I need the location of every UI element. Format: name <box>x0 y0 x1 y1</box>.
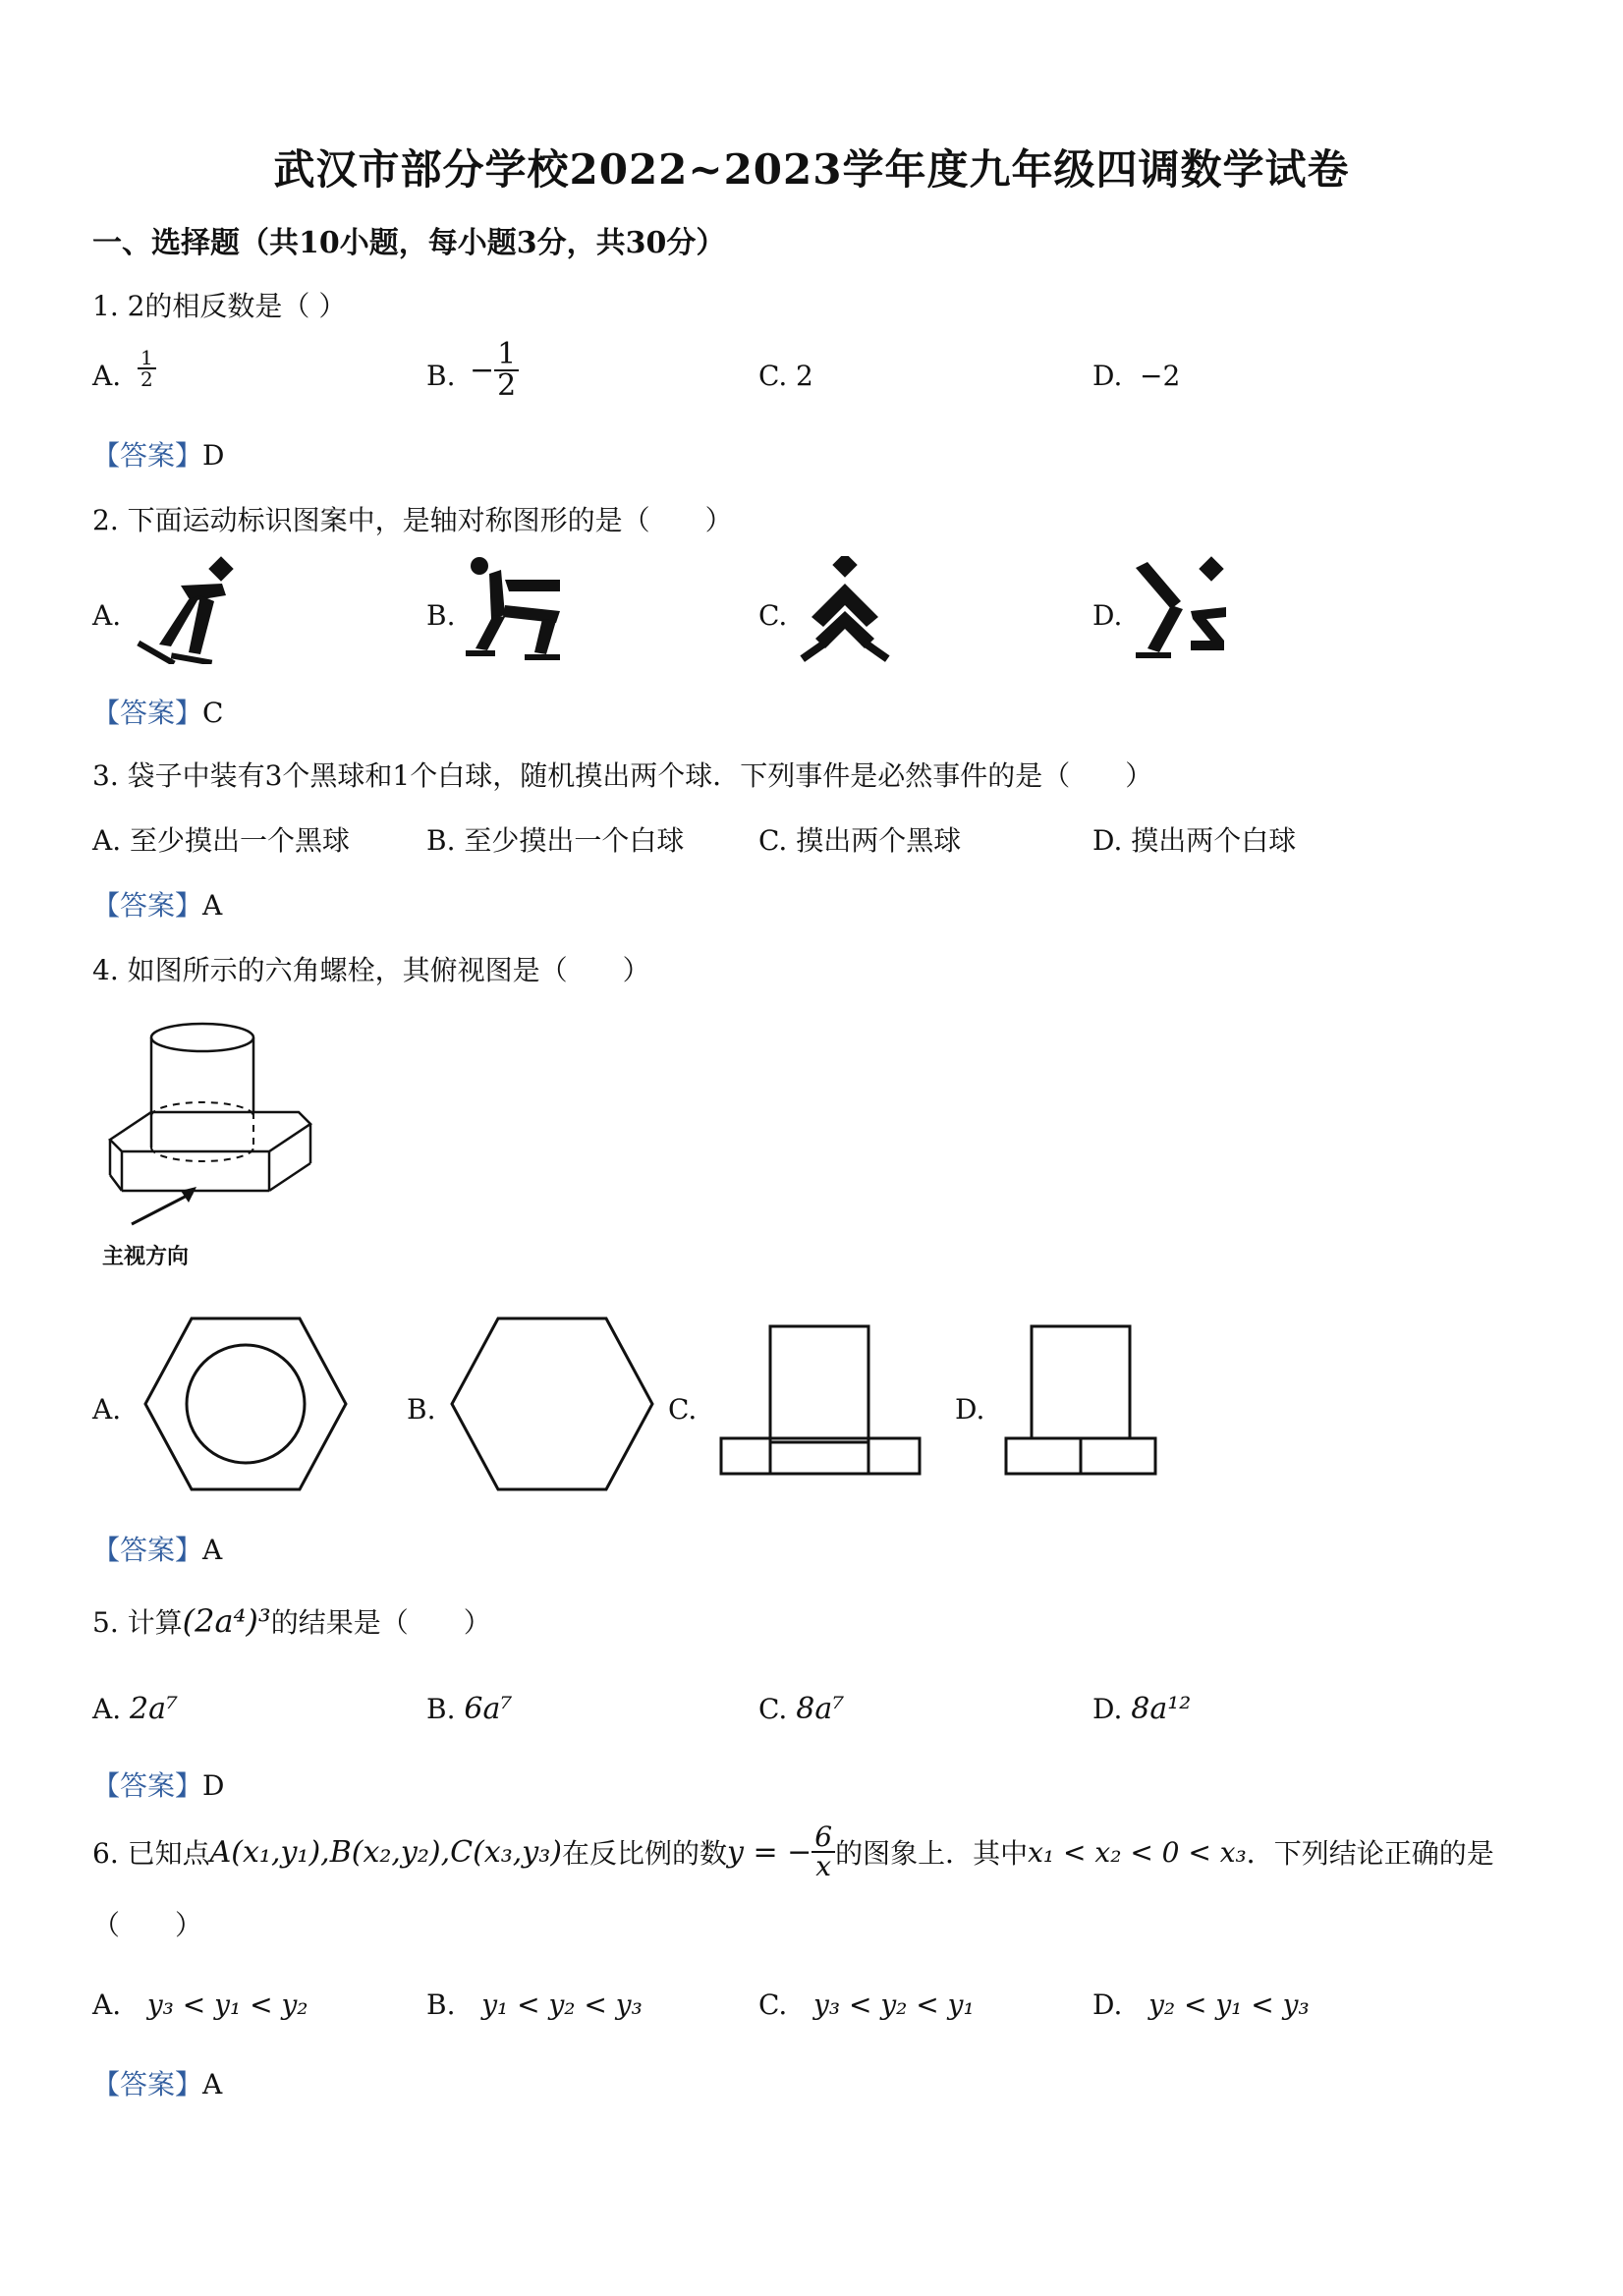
q2-skater-icon-d <box>1132 556 1240 664</box>
q6-option-b: B. y₁ < y₂ < y₃ <box>426 1988 643 2021</box>
q3-option-c: C. 摸出两个黑球 <box>758 824 962 857</box>
q4-option-a-hexagon-circle <box>138 1311 354 1497</box>
q5-answer: 【答案】D <box>92 1769 225 1802</box>
question-3-stem: 3. 袋子中装有3个黑球和1个白球，随机摸出两个球．下列事件是必然事件的是（ ） <box>92 759 1153 792</box>
q5-option-a: A. 2a⁷ <box>92 1692 179 1726</box>
q4-option-c-label: C. <box>668 1393 698 1426</box>
page-title: 武汉市部分学校2022~2023学年度九年级四调数学试卷 <box>273 145 1350 194</box>
q1-answer: 【答案】D <box>92 439 225 472</box>
q4-option-d-label: D. <box>955 1393 985 1426</box>
q4-option-b-label: B. <box>407 1393 436 1426</box>
q4-option-b-hexagon <box>444 1311 660 1497</box>
q2-option-c-label: C. <box>758 599 788 632</box>
q2-symmetric-figure-icon-c <box>796 556 894 664</box>
q1-option-b-label: B. <box>426 360 456 392</box>
q2-answer: 【答案】C <box>92 697 224 729</box>
q4-answer: 【答案】A <box>92 1534 223 1566</box>
q3-option-d: D. 摸出两个白球 <box>1092 824 1297 857</box>
q2-skater-icon-b <box>466 556 574 664</box>
question-2-stem: 2. 下面运动标识图案中，是轴对称图形的是（ ） <box>92 504 733 536</box>
q6-points: A(x₁,y₁),B(x₂,y₂),C(x₃,y₃) <box>209 1834 562 1870</box>
q1-option-c-label: C. <box>758 360 788 392</box>
q5-option-b: B. 6a⁷ <box>426 1692 513 1726</box>
q1-option-d-label: D. <box>1092 360 1123 392</box>
question-4-stem: 4. 如图所示的六角螺栓，其俯视图是（ ） <box>92 954 650 986</box>
hex-bolt-figure <box>102 1018 338 1238</box>
q3-option-b: B. 至少摸出一个白球 <box>426 824 685 857</box>
q2-skier-icon-a <box>132 556 250 664</box>
q1-option-b-value: − $\frac{1}{2}$ <box>470 340 519 401</box>
q6-option-a: A. y₃ < y₁ < y₂ <box>92 1988 308 2021</box>
q3-option-a: A. 至少摸出一个黑球 <box>92 824 351 857</box>
q4-option-d-front-view <box>1002 1322 1159 1480</box>
question-5-stem: 5. 计算(2a⁴)³的结果是（ ） <box>92 1602 491 1640</box>
q1-option-a-value: $\frac{1}{2}$ <box>138 348 156 389</box>
q1-option-a-label: A. <box>92 360 122 392</box>
question-1-stem: 1. 2的相反数是（ ） <box>92 290 347 322</box>
q1-option-c-value: 2 <box>796 360 813 392</box>
q4-option-c-front-view <box>717 1322 923 1480</box>
q6-answer: 【答案】A <box>92 2068 223 2100</box>
q3-answer: 【答案】A <box>92 889 223 922</box>
q5-option-d: D. 8a¹² <box>1092 1692 1192 1726</box>
question-6-stem: 6. 已知点 A(x₁,y₁),B(x₂,y₂),C(x₃,y₃) 在反比例的数 y = − $\frac{6}{x}$ 的图象上．其中 x₁ < x₂ < 0 < x₃ ．下列结论正确的是 <box>92 1820 1494 1882</box>
q5-expression: (2a⁴)³ <box>182 1602 271 1640</box>
q2-option-b-label: B. <box>426 599 456 632</box>
q5-option-c: C. 8a⁷ <box>758 1692 845 1726</box>
q2-option-d-label: D. <box>1092 599 1123 632</box>
q4-option-a-label: A. <box>92 1393 122 1426</box>
section-heading: 一、选择题（共10小题，每小题3分，共30分） <box>92 226 726 260</box>
q6-option-c: C. y₃ < y₂ < y₁ <box>758 1988 975 2021</box>
q2-option-a-label: A. <box>92 599 122 632</box>
q1-option-d-value: −2 <box>1140 360 1181 392</box>
q6-paren: （ ） <box>92 1909 203 1941</box>
figure-caption: 主视方向 <box>102 1244 190 1269</box>
q6-option-d: D. y₂ < y₁ < y₃ <box>1092 1988 1310 2021</box>
